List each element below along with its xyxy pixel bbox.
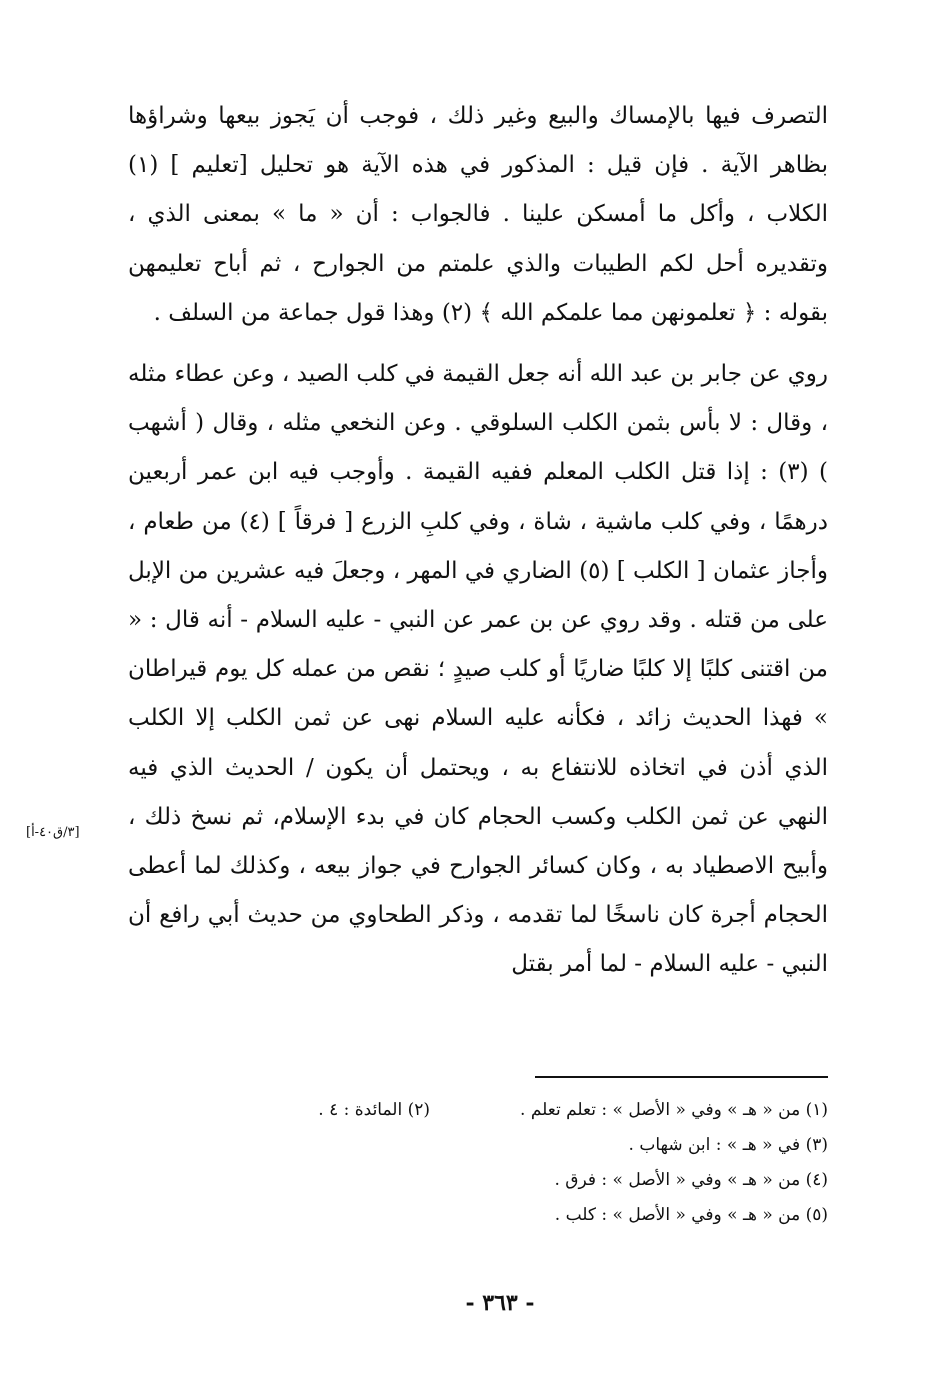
footnote-separator (535, 1076, 828, 1078)
footnote-3: (٣) في « هـ » : ابن شهاب . (628, 1135, 828, 1155)
footnote-5: (٥) من « هـ » وفي « الأصل » : كلب . (554, 1205, 828, 1225)
main-text (128, 92, 828, 990)
footnote-row (200, 1163, 828, 1198)
footnote-row (200, 1128, 828, 1163)
footnotes (200, 1093, 828, 1233)
footnote-2: (٢) المائدة : ٤ . (318, 1100, 431, 1120)
paragraph: روي عن جابر بن عبد الله أنه جعل القيمة في كلب الصيد ، وعن عطاء مثله ، وقال : لا بأس بثمن الكلب السلوقي . وعن النخعي مثله ، وقال ( أشهب ) (٣) : إذا قتل الكلب المعلم ففيه القيمة . وأوجب فيه ابن عمر أربعين درهمًا ، وفي كلب ماشية ، شاة ، وفي كلبِ الزرع [ فرقاً ] (٤) من طعام ، وأجاز عثمان [ الكلب ] (٥) الضاري في المهر ، وجعلَ فيه عشرين من الإبل على من قتله . وقد روي عن بن عمر عن النبي - عليه السلام - أنه قال : « من اقتنى كلبًا إلا كلبًا ضاريًا أو كلب صيدٍ ؛ نقص من عمله كل يوم قيراطان » فهذا الحديث زائد ، فكأنه عليه السلام نهى عن ثمن الكلب إلا الكلب الذي أذن في اتخاذه للانتفاع به ، ويحتمل أن يكون / الحديث الذي فيه النهي عن ثمن الكلب وكسب الحجام كان في بدء الإسلام، ثم نسخ ذلك ، وأبيح الاصطياد به ، وكان كسائر الجوارح في جواز بيعه ، وكذلك لما أعطى الحجام أجرة كان ناسخًا لما تقدمه ، وذكر الطحاوي من حديث أبي رافع أن النبي - عليه السلام - لما أمر بقتل (128, 361, 828, 978)
paragraph: التصرف فيها بالإمساك والبيع وغير ذلك ، فوجب أن يَجوز بيعها وشراؤها بظاهر الآية . فإن قيل : المذكور في هذه الآية هو تحليل [تعليم ] (١) الكلاب ، وأكل ما أمسكن علينا . فالجواب : أن « ما » بمعنى الذي ، وتقديره أحل لكم الطيبات والذي علمتم من الجوارح ، ثم أباح تعليمهن بقوله : ﴿ تعلمونهن مما علمكم الله ﴾ (٢) وهذا قول جماعة من السلف . (128, 103, 828, 326)
page-number: - ٣٦٣ - (465, 1290, 535, 1316)
footnote-row (200, 1198, 828, 1233)
footnote-4: (٤) من « هـ » وفي « الأصل » : فرق . (554, 1170, 828, 1190)
margin-manuscript-reference: [٣/ق٤٠-أ] (26, 825, 80, 840)
footnote-1: (١) من « هـ » وفي « الأصل » : تعلم تعلم . (520, 1100, 828, 1120)
footnote-row (200, 1093, 828, 1128)
